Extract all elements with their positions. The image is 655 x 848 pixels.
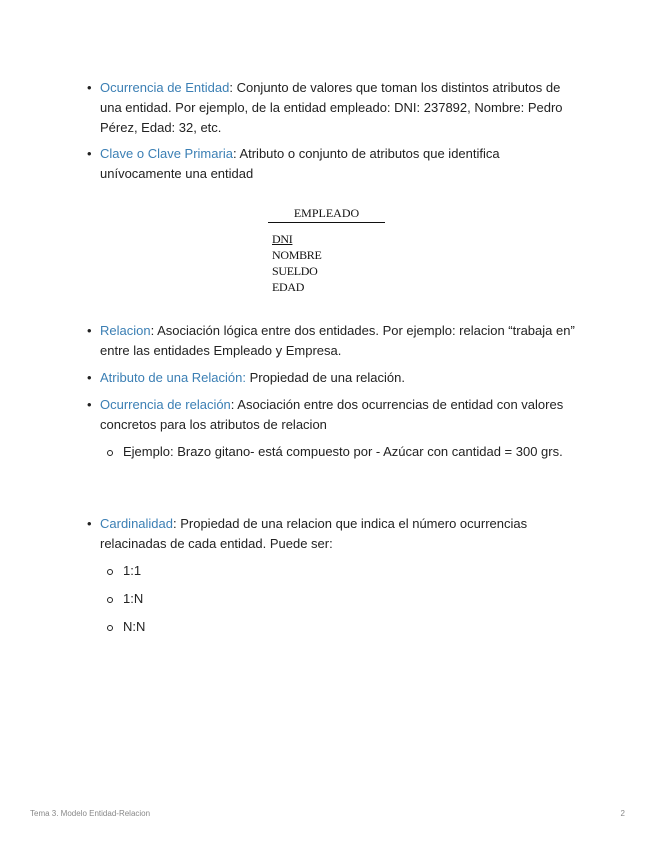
list-item-cardinalidad <box>87 514 580 637</box>
attribute: NOMBRE <box>272 248 322 262</box>
bullet-icon: • <box>87 397 92 412</box>
sub-item <box>123 561 580 581</box>
term: Ocurrencia de relación <box>100 397 231 412</box>
circle-bullet-icon <box>107 625 113 631</box>
page-number: 2 <box>620 809 625 818</box>
circle-bullet-icon <box>107 569 113 575</box>
sub-item-text: N:N <box>123 619 146 634</box>
list-item-atributo-relacion <box>87 368 580 388</box>
definition: : Conjunto de valores que toman los distintos atributos de una entidad. Por ejemplo, de la entidad empleado: DNI: 237892, Nombre: Pedro Pérez, Edad: 32, etc. <box>100 80 563 135</box>
entity-name: EMPLEADO <box>268 206 385 223</box>
list-item-relacion <box>87 321 580 361</box>
term: Cardinalidad <box>100 516 173 531</box>
circle-bullet-icon <box>107 450 113 456</box>
sub-item-text: 1:N <box>123 591 144 606</box>
definition-list-middle <box>87 321 580 462</box>
circle-bullet-icon <box>107 597 113 603</box>
attribute-primary-key: DNI <box>272 232 293 246</box>
sub-item <box>123 589 580 609</box>
bullet-icon: • <box>87 370 92 385</box>
list-item-ocurrencia-entidad <box>87 78 580 138</box>
entity-diagram <box>268 206 388 295</box>
attribute: EDAD <box>272 280 305 294</box>
bullet-icon: • <box>87 80 92 95</box>
list-item-clave-primaria <box>87 144 580 184</box>
list-item-ocurrencia-relacion <box>87 395 580 462</box>
sub-item <box>123 442 580 462</box>
term: Atributo de una Relación: <box>100 370 246 385</box>
bullet-icon: • <box>87 323 92 338</box>
term: Relacion <box>100 323 151 338</box>
definition-list-bottom <box>87 514 580 637</box>
footer-title: Tema 3. Modelo Entidad-Relacion <box>30 809 151 818</box>
definition: : Propiedad de una relacion que indica el número ocurrencias relacinadas de cada entidad. Puede ser: <box>100 516 528 551</box>
sub-item-text: Ejemplo: Brazo gitano- está compuesto por - Azúcar con cantidad = 300 grs. <box>123 444 563 459</box>
term: Ocurrencia de Entidad <box>100 80 230 95</box>
definition: Propiedad de una relación. <box>245 370 405 385</box>
sub-item <box>123 617 580 637</box>
bullet-icon: • <box>87 146 92 161</box>
definition-list-top <box>87 78 580 184</box>
definition: : Asociación entre dos ocurrencias de entidad con valores concretos para los atributos de relacion <box>100 397 564 432</box>
sub-item-text: 1:1 <box>123 563 142 578</box>
definition: : Atributo o conjunto de atributos que identifica unívocamente una entidad <box>100 146 500 181</box>
attribute: SUELDO <box>272 264 318 278</box>
definition: : Asociación lógica entre dos entidades. Por ejemplo: relacion “trabaja en” entre las entidades Empleado y Empresa. <box>100 323 575 358</box>
term: Clave o Clave Primaria <box>100 146 233 161</box>
bullet-icon: • <box>87 516 92 531</box>
